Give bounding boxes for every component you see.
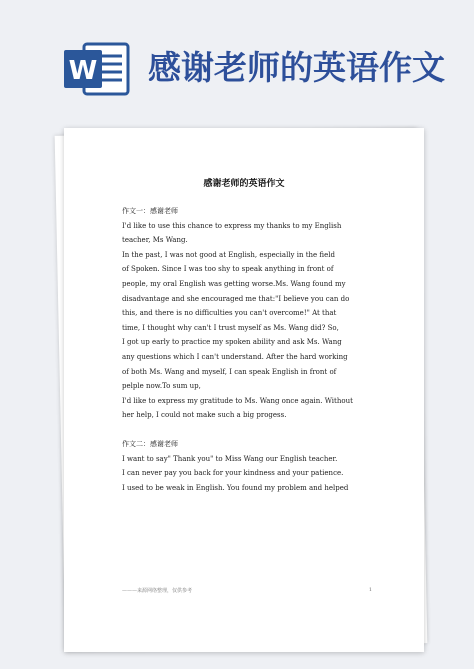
text-line: of Spoken. Since I was too shy to speak anything in front of <box>122 265 334 274</box>
essay-heading: 作文二：感谢老师 <box>122 439 178 448</box>
text-line: disadvantage and she encouraged me that:"I believe you can do <box>122 294 350 303</box>
essay-heading: 作文一：感谢老师 <box>122 207 178 215</box>
footer-source: ———来源网络整理，仅供参考 <box>122 588 193 594</box>
text-line: I'd like to express my gratitude to Ms. Wang once again. Without <box>122 396 353 405</box>
text-line: this, and there is no difficulties you can't overcome!" At that <box>122 309 337 318</box>
paragraph-gap <box>122 423 372 437</box>
page-number: 1 <box>368 587 372 593</box>
text-line: time, I thought why can't I trust myself as Ms. Wang did? So, <box>122 323 339 332</box>
text-line: pelple now.To sum up, <box>122 382 201 391</box>
document-page <box>64 128 424 652</box>
banner-header <box>0 0 474 120</box>
word-logo-letter: W <box>68 56 98 86</box>
banner-title: 感谢老师的英语作文 <box>148 48 445 87</box>
text-line: In the past, I was not good at English, especially in the field <box>122 250 335 259</box>
text-line: I can never pay you back for your kindness and your patience. <box>122 469 344 478</box>
text-line: I got up early to practice my spoken ability and ask Ms. Wang <box>122 338 342 347</box>
document-body <box>122 204 372 495</box>
text-line: of both Ms. Wang and myself, I can speak English in front of <box>122 367 337 376</box>
word-logo-icon <box>62 40 130 98</box>
text-line: her help, I could not make such a big progess. <box>122 411 287 420</box>
text-line: teacher, Ms Wang. <box>122 236 188 245</box>
page-footer <box>122 587 372 599</box>
text-line: people, my oral English was getting worse.Ms. Wang found my <box>122 279 346 288</box>
text-line: I used to be weak in English. You found my problem and helped <box>122 483 349 492</box>
text-line: any questions which I can't understand. After the hard working <box>122 352 348 361</box>
document-title: 感谢老师的英语作文 <box>203 179 285 189</box>
text-line: I'd like to use this chance to express my thanks to my English <box>122 221 342 230</box>
text-line: I want to say" Thank you" to Miss Wang our English teacher. <box>122 454 338 463</box>
